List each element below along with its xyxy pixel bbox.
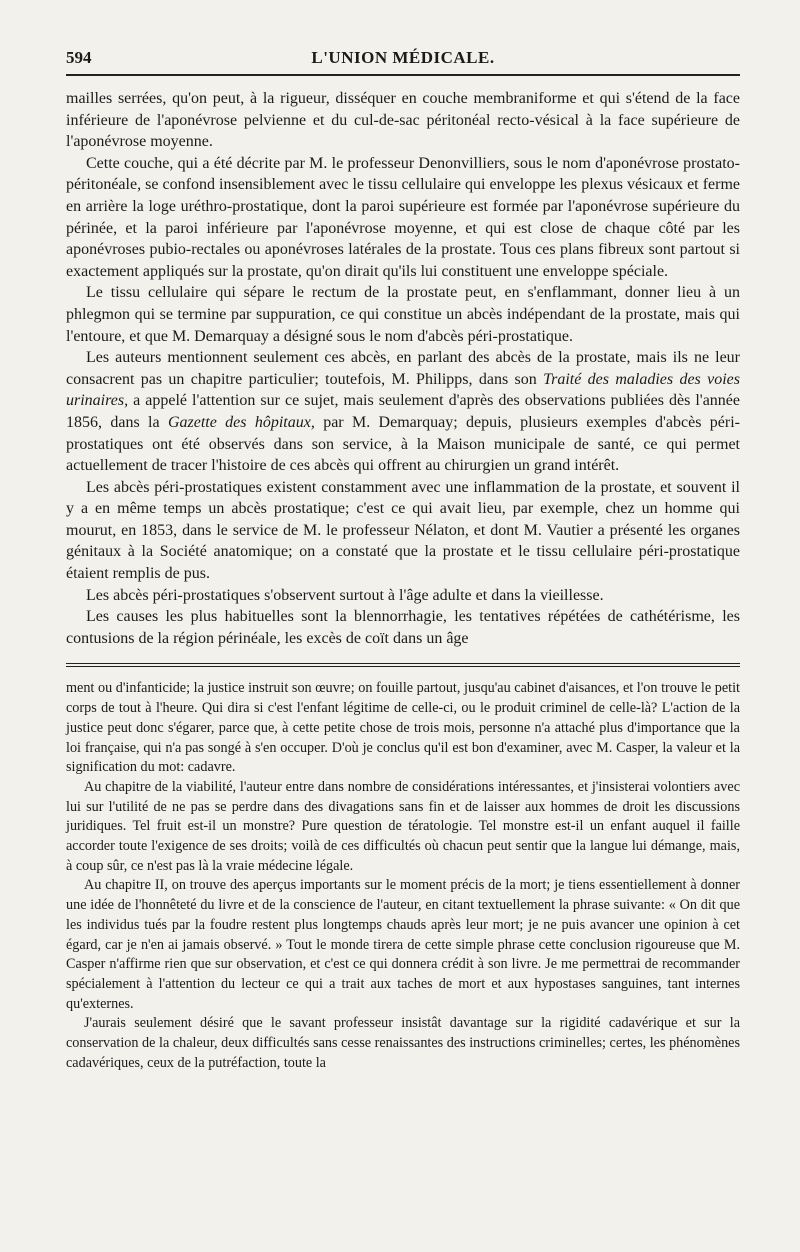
running-title: L'UNION MÉDICALE. [311, 48, 495, 67]
main-text [66, 88, 740, 649]
italic-title: Gazette des hôpitaux, [167, 413, 315, 431]
paragraph: Au chapitre II, on trouve des aperçus importants sur le moment précis de la mort; je tiens essentiellement à donner une idée de l'honnêteté du livre et de la conscience de l'auteur, en citant textuellement la phrase suivante: « On dit que les individus tués par la foudre restent plus longtemps chauds après leur mort; je ne puis avancer une opinion à cet égard, car je n'en ai jamais observé. » Tout le monde tirera de cette simple phrase cette conclusion rigoureuse que M. Casper n'affirme rien que sur observation, et c'est ce qui donnera crédit à son livre. Je me permettrai de recommander spécialement à l'attention du lecteur ce qui a trait aux taches de mort et aux hypostases sanguines, tant internes qu'externes. [66, 877, 740, 1012]
italic-title: Traité des maladies des voies urinaires, [66, 370, 740, 410]
paragraph: ment ou d'infanticide; la justice instruit son œuvre; on fouille partout, jusqu'au cabinet d'aisances, et l'on trouve le petit corps de tout à l'heure. Qui dira si c'est l'enfant légitime de celle-ci, ou le produit criminel de celle-là? L'action de la justice peut donc s'égarer, parce que, à cette petite chose de trois mois, personne n'a attaché plus d'importance que la loi française, qui n'a pas songé à s'en occuper. D'où je conclus qu'il est bon d'examiner, avec M. Casper, la valeur et la signification du mot: cadavre. [66, 680, 740, 776]
paragraph: Les causes les plus habituelles sont la blennorrhagie, les tentatives répétées de cathétérisme, les contusions de la région périnéale, les excès de coït dans un âge [66, 608, 740, 647]
text-run: a appelé l'attention sur ce sujet, mais seulement d'après des observations publiées dès l'année 1856, dans la [66, 392, 740, 431]
paragraph: Les abcès péri-prostatiques s'observent surtout à l'âge adulte et dans la vieillesse. [86, 586, 604, 604]
paragraph [66, 347, 740, 477]
section-divider [66, 663, 740, 667]
text-run: par M. Demarquay; depuis, plusieurs exemples d'abcès péri-prostatiques ont été observés dans son service, à la Maison municipale de santé, ce qui permet actuellement de tracer l'histoire de ces abcès qui offrent au chirurgien un grand intérêt. [66, 413, 740, 475]
paragraph: Au chapitre de la viabilité, l'auteur entre dans nombre de considérations intéressantes, et j'insisterai volontiers avec lui sur l'utilité de ne pas se perdre dans des divagations sans fin et de laisser aux hommes de droit les discussions juridiques. Tel fruit est-il un monstre? Pure question de tératologie. Tel monstre est-il un enfant auquel il faille accorder toute l'exigence de ses droits; voilà de ces difficultés où chacun peut sentir que la langue lui démange, mais, à coup sûr, ce n'est pas là la vraie médecine légale. [66, 778, 740, 874]
feuilleton-text [66, 679, 740, 1073]
paragraph: mailles serrées, qu'on peut, à la rigueur, disséquer en couche membraniforme et qui s'étend de la face inférieure de l'aponévrose pelvienne et du cul-de-sac péritonéal recto-vésical à la face supérieure de l'aponévrose moyenne. [66, 90, 740, 151]
paragraph: Le tissu cellulaire qui sépare le rectum de la prostate peut, en s'enflammant, donner lieu à un phlegmon qui se termine par suppuration, ce qui constitue un abcès indépendant de la prostate, mais qui l'entoure, et que M. Demarquay a désigné sous le nom d'abcès péri-prostatique. [66, 284, 740, 345]
page-number: 594 [66, 48, 92, 67]
paragraph: Les abcès péri-prostatiques existent constamment avec une inflammation de la prostate, et souvent il y a en même temps un abcès prostatique; c'est ce qui avait lieu, par exemple, chez un homme qui mourut, en 1853, dans le service de M. le professeur Nélaton, et dont M. Vautier a présenté les organes génitaux à la Société anatomique; on a constaté que la prostate et le tissu cellulaire péri-prostatique étaient remplis de pus. [66, 478, 740, 583]
text-run: Les auteurs mentionnent seulement ces abcès, en parlant des abcès de la prostate, mais ils ne leur consacrent pas un chapitre particulier; toutefois, M. Philipps, dans son [66, 349, 740, 388]
page-header [66, 48, 740, 76]
paragraph: Cette couche, qui a été décrite par M. le professeur Denonvilliers, sous le nom d'aponévrose prostato-péritonéale, se confond insensiblement avec le tissu cellulaire qui enveloppe les plexus vésicaux et ferme en arrière la loge uréthro-prostatique, dont la paroi supérieure est formée par l'aponévrose supérieure du périnée, et la paroi inférieure par l'aponévrose moyenne, et qui est close de chaque côté par les aponévroses pubio-rectales ou aponévroses latérales de la prostate. Tous ces plans fibreux sont partout si exactement appliqués sur la prostate, qu'on dirait qu'ils lui constituent une enveloppe spéciale. [66, 154, 740, 280]
paragraph: J'aurais seulement désiré que le savant professeur insistât davantage sur la rigidité cadavérique et sur la conservation de la chaleur, deux difficultés sans cesse renaissantes des instructions criminelles; certes, les phénomènes cadavériques, ceux de la putréfaction, toute la [66, 1015, 740, 1071]
